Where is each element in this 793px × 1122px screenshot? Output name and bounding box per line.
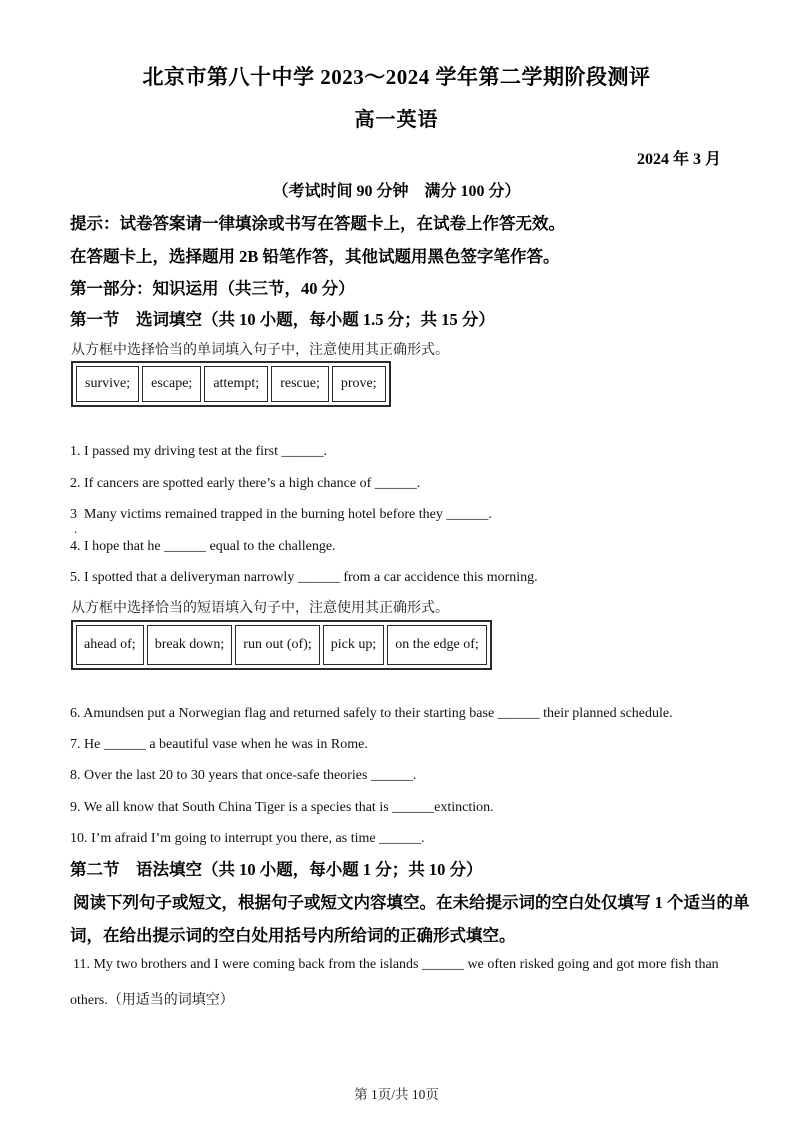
phrase-bank-cell: ahead of; [76, 625, 144, 665]
notice-line-2: 在答题卡上，选择题用 2B 铅笔作答，其他试题用黑色签字笔作答。 [70, 247, 560, 266]
question-10: 10. I’m afraid I’m going to interrupt you there, as time ______. [70, 831, 425, 846]
section1-phrase-lead: 从方框中选择恰当的短语填入句子中，注意使用其正确形式。 [71, 601, 449, 616]
exam-subject: 高一英语 [354, 109, 439, 131]
question-9: 9. We all know that South China Tiger is a species that is ______extinction. [70, 800, 494, 815]
word-bank-table [71, 361, 391, 407]
word-bank-cell: survive; [76, 366, 139, 402]
question-3: 3 Many victims remained trapped in the burning hotel before they ______. [70, 507, 492, 522]
section2-lead-line-1: 阅读下列句子或短文，根据句子或短文内容填空。在未给提示词的空白处仅填写 1 个适当的单 [73, 893, 750, 912]
question-4: 4. I hope that he ______ equal to the challenge. [70, 539, 336, 554]
question-11-line-2: others.（用适当的词填空） [70, 993, 234, 1008]
phrase-bank-cell: break down; [147, 625, 233, 665]
notice-line-1: 提示：试卷答案请一律填涂或书写在答题卡上，在试卷上作答无效。 [70, 214, 565, 233]
exam-date: 2024 年 3 月 [636, 151, 721, 168]
part1-heading: 第一部分：知识运用（共三节，40 分） [70, 279, 355, 298]
section1-heading: 第一节 选词填空（共 10 小题，每小题 1.5 分；共 15 分） [70, 310, 495, 329]
phrase-bank-row [76, 625, 487, 665]
question-5: 5. I spotted that a deliveryman narrowly ______ from a car accidence this morning. [70, 570, 538, 585]
word-bank-cell: escape; [142, 366, 201, 402]
section2-heading: 第二节 语法填空（共 10 小题，每小题 1 分；共 10 分） [70, 860, 483, 879]
question-11-line-1: 11. My two brothers and I were coming back from the islands ______ we often risked going and got more fish than [73, 957, 719, 972]
section1-word-lead: 从方框中选择恰当的单词填入句子中，注意使用其正确形式。 [71, 343, 449, 358]
section2-lead-line-2: 词，在给出提示词的空白处用括号内所给词的正确形式填空。 [70, 926, 516, 945]
question-1: 1. I passed my driving test at the first ______. [70, 444, 328, 459]
question-3-stray-period: . [74, 521, 78, 536]
page-number-indicator: 第 1页/共 10页 [354, 1087, 439, 1102]
word-bank-cell: rescue; [271, 366, 329, 402]
phrase-bank-table [71, 620, 492, 670]
phrase-bank-cell: on the edge of; [387, 625, 487, 665]
question-8: 8. Over the last 20 to 30 years that once-safe theories ______. [70, 768, 417, 783]
exam-duration-score: （考试时间 90 分钟 满分 100 分） [272, 183, 521, 200]
word-bank-cell: prove; [332, 366, 386, 402]
exam-title: 北京市第八十中学 2023～2024 学年第二学期阶段测评 [142, 65, 651, 89]
phrase-bank-cell: pick up; [323, 625, 385, 665]
question-6: 6. Amundsen put a Norwegian flag and returned safely to their starting base ______ their planned schedule. [70, 706, 673, 721]
question-7: 7. He ______ a beautiful vase when he was in Rome. [70, 737, 368, 752]
word-bank-cell: attempt; [204, 366, 268, 402]
word-bank-row [76, 366, 386, 402]
phrase-bank-cell: run out (of); [235, 625, 319, 665]
question-2: 2. If cancers are spotted early there’s a high chance of ______. [70, 476, 421, 491]
